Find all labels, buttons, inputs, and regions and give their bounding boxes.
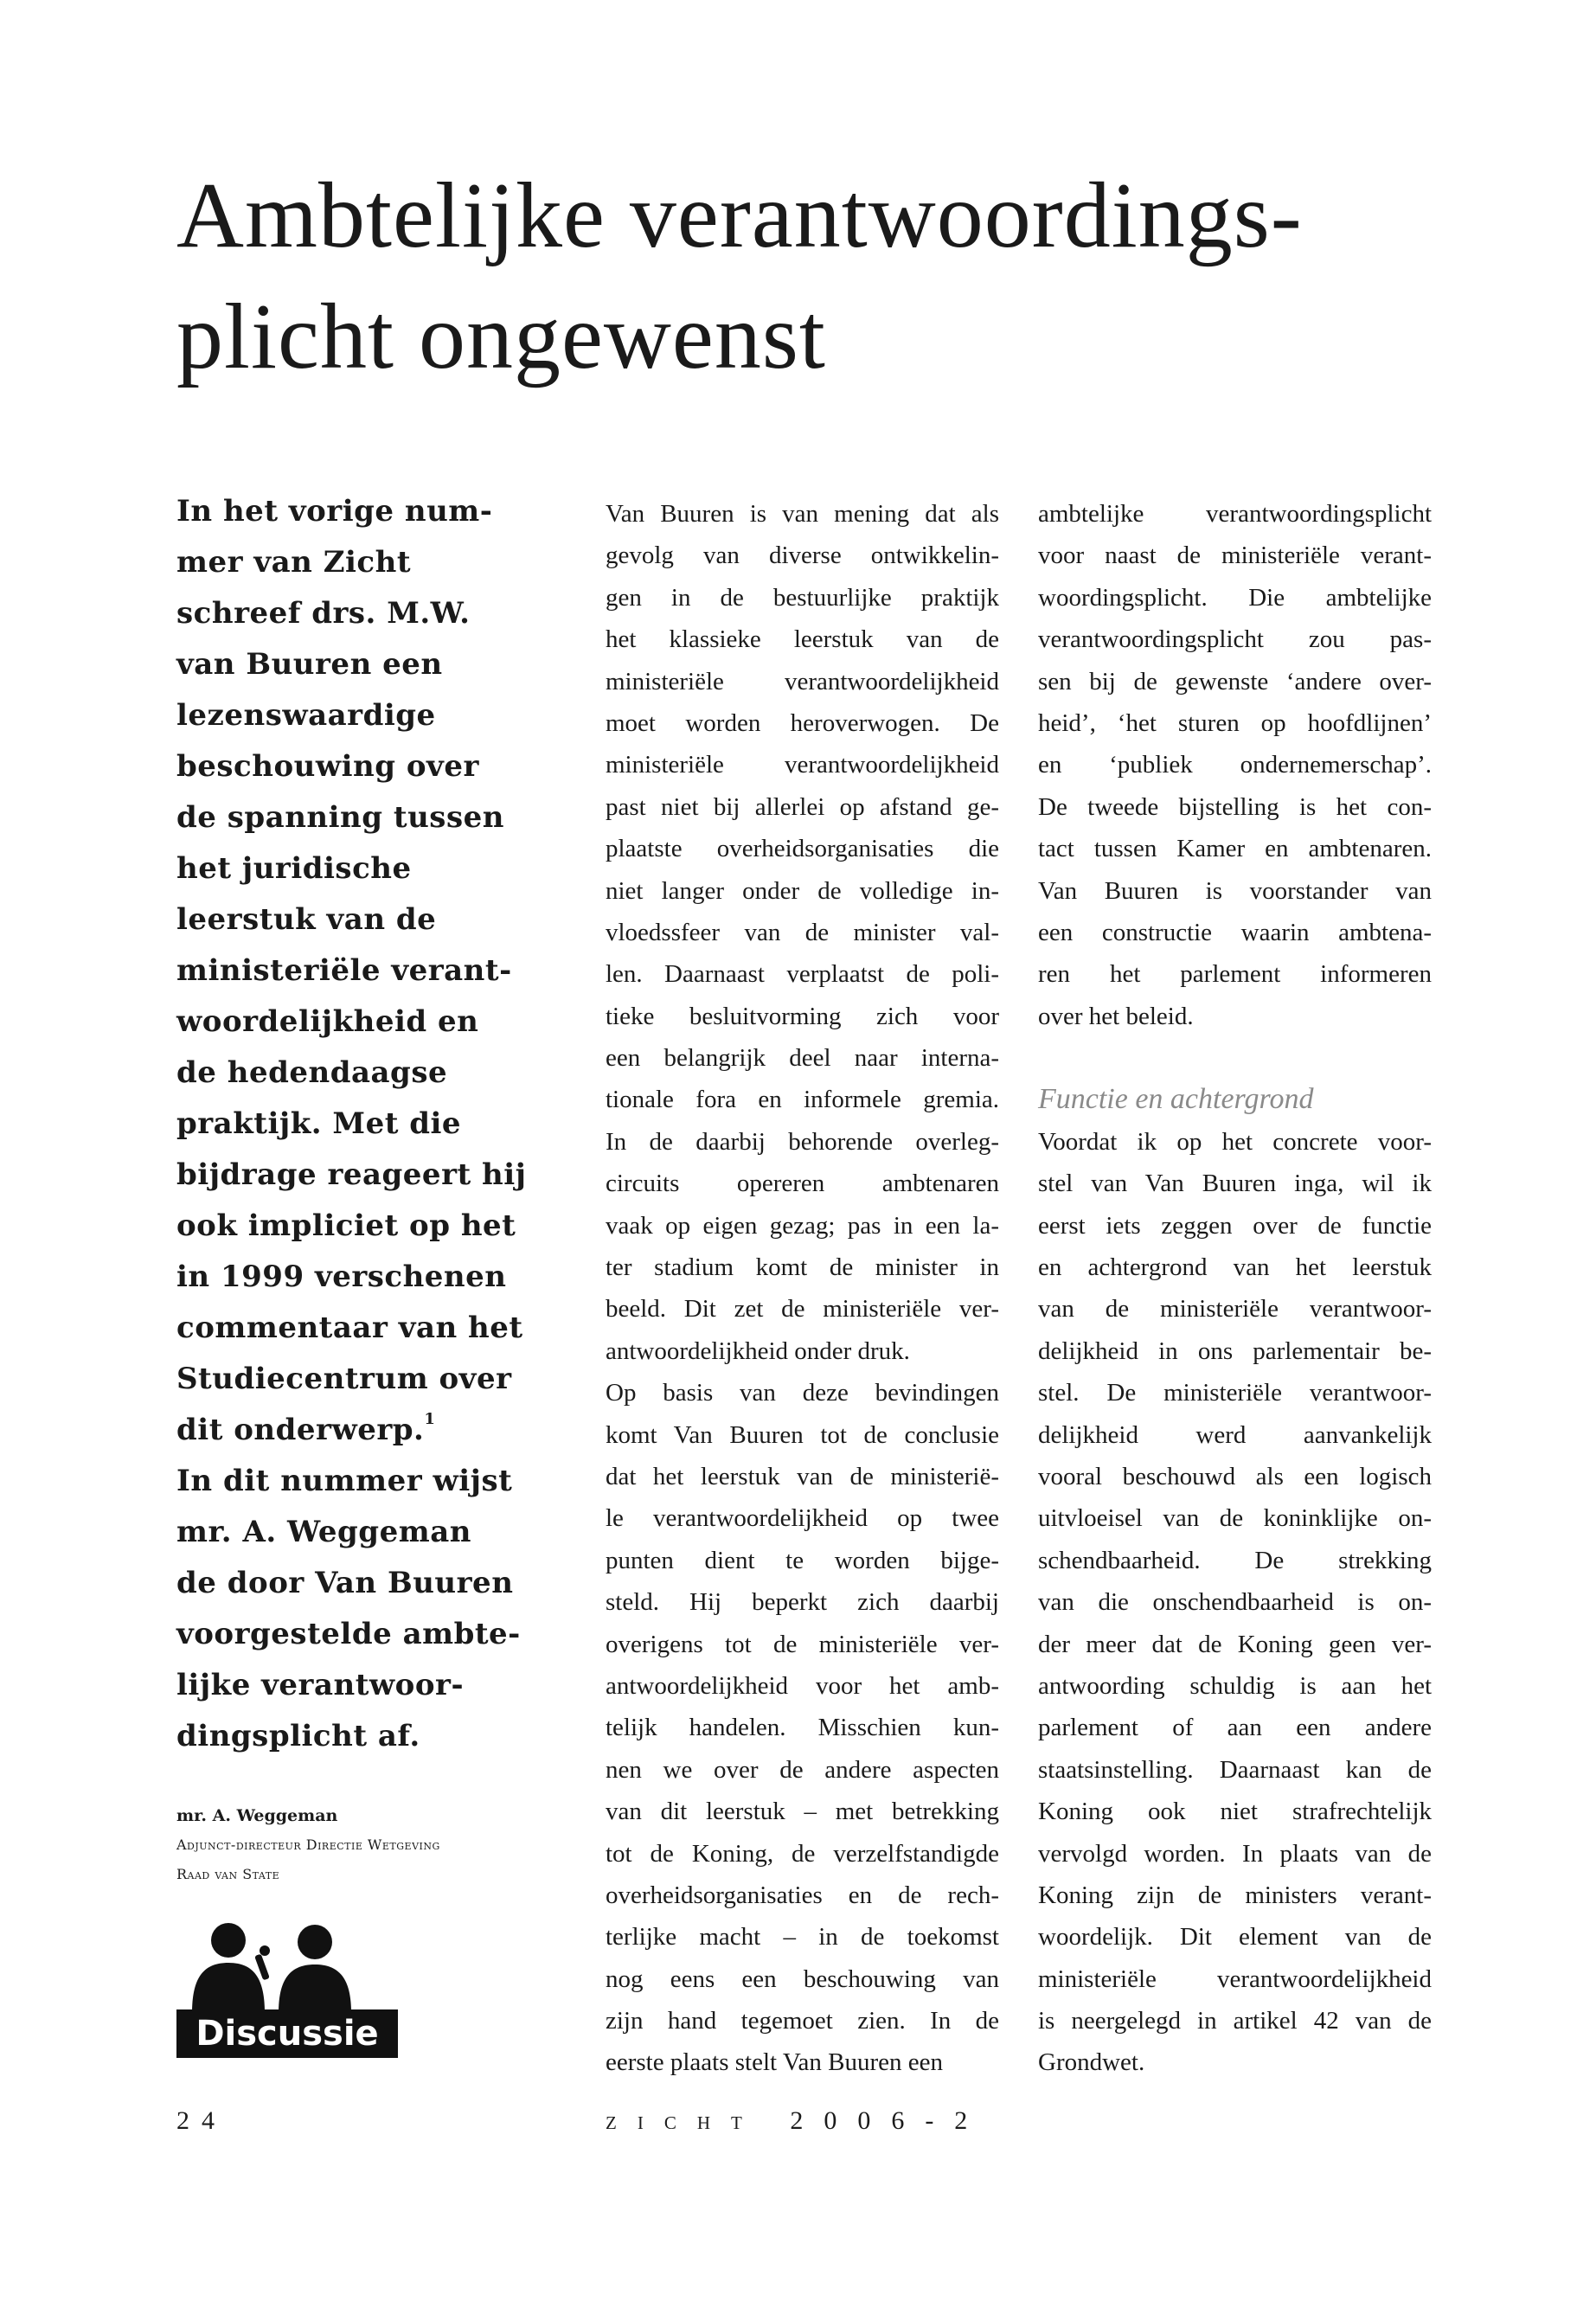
text-line: ministeriële verant- — [176, 953, 512, 988]
text-line: eerst iets zeggen over de functie — [1038, 1211, 1432, 1240]
text-line: dingsplicht af. — [176, 1719, 420, 1753]
text-line: delijkheid werd aanvankelijk — [1038, 1420, 1432, 1449]
text-line: De tweede bijstelling is het con- — [1038, 792, 1432, 821]
journal-footer: zicht 2006-2 — [606, 2106, 989, 2135]
text-line: en ‘publiek ondernemerschap’. — [1038, 751, 1432, 779]
text-line: van dit leerstuk – met betrekking — [606, 1798, 999, 1826]
text-line: Van Buuren is van mening dat als — [606, 500, 999, 528]
body-column-2 — [606, 493, 999, 2084]
text-line: schreef drs. M.W. — [176, 596, 471, 631]
text-line: ter stadium komt de minister in — [606, 1253, 999, 1282]
text-line: tot de Koning, de verzelfstandigde — [606, 1839, 999, 1868]
text-line: ook impliciet op het — [176, 1208, 516, 1243]
discussie-logo — [176, 1916, 398, 2058]
text-line: dit onderwerp.$^1$ — [176, 1410, 436, 1447]
text-line: eerste plaats stelt Van Buuren een — [606, 2048, 944, 2077]
title-line-2: plicht ongewenst — [176, 285, 826, 388]
text-line: dat het leerstuk van de ministeriё- — [606, 1462, 999, 1490]
text-line: ren het parlement informeren — [1038, 960, 1432, 989]
text-line: vervolgd worden. In plaats van de — [1038, 1839, 1432, 1868]
text-line: punten dient te worden bijge- — [606, 1546, 999, 1574]
text-line: tieke besluitvorming zich voor — [606, 1002, 999, 1030]
text-line: ministeriële verantwoordelijkheid — [606, 667, 999, 695]
text-line: ministeriële verantwoordelijkheid — [606, 751, 999, 779]
text-line: beeld. Dit zet de ministeriële ver- — [606, 1295, 999, 1324]
text-line: sen bij de gewenste ‘andere over- — [1038, 667, 1432, 695]
text-line: lijke verantwoor- — [176, 1668, 465, 1702]
text-line: Voordat ik op het concrete voor- — [1038, 1127, 1432, 1156]
two-people-discussion-icon — [176, 1916, 398, 2013]
text-line: Studiecentrum over — [176, 1362, 512, 1396]
text-line: voorgestelde ambte- — [176, 1617, 521, 1651]
text-line: woordingsplicht. Die ambtelijke — [1038, 583, 1432, 612]
text-line: antwoordelijkheid onder druk. — [606, 1336, 910, 1365]
text-line: van Buuren een — [176, 647, 443, 682]
text-line: leerstuk van de — [176, 902, 437, 937]
text-line: der meer dat de Koning geen ver- — [1038, 1630, 1432, 1658]
text-line: Koning zijn de ministers verant- — [1038, 1881, 1432, 1909]
text-line: antwoordelijkheid voor het amb- — [606, 1671, 999, 1700]
text-line: verantwoordingsplicht zou pas- — [1038, 625, 1432, 654]
text-line: de hedendaagse — [176, 1055, 448, 1090]
text-line: In dit nummer wijst — [176, 1464, 513, 1498]
text-line: heid’, ‘het sturen op hoofdlijnen’ — [1038, 708, 1432, 737]
text-line: schendbaarheid. De strekking — [1038, 1546, 1432, 1574]
text-line: gevolg van diverse ontwikkelin- — [606, 542, 999, 570]
text-line: terlijke macht – in de toekomst — [606, 1923, 999, 1952]
text-line: parlement of aan een andere — [1038, 1714, 1432, 1742]
text-line: stel. De ministeriële verantwoor- — [1038, 1379, 1432, 1407]
text-line: Koning ook niet strafrechtelijk — [1038, 1798, 1432, 1826]
text-line: le verantwoordelijkheid op twee — [606, 1504, 999, 1533]
text-line: plaatste overheidsorganisaties die — [606, 835, 999, 863]
footnote-marker[interactable]: 1 — [424, 1410, 436, 1428]
author-block — [176, 1801, 540, 1889]
text-line: moet worden heroverwogen. De — [606, 708, 999, 737]
text-line: bijdrage reageert hij — [176, 1157, 527, 1192]
author-role: Adjunct-directeur Directie Wetgeving — [176, 1836, 440, 1853]
text-line: vooral beschouwd als een logisch — [1038, 1462, 1432, 1490]
title-line-1: Ambtelijke verantwoordings- — [176, 164, 1303, 267]
text-line: het juridische — [176, 851, 412, 886]
text-line: steld. Hij beperkt zich daarbij — [606, 1588, 999, 1617]
text-line: past niet bij allerlei op afstand ge- — [606, 792, 999, 821]
text-line: het klassieke leerstuk van de — [606, 625, 999, 654]
text-line: een belangrijk deel naar interna- — [606, 1044, 999, 1073]
text-line: zijn hand tegemoet zien. In de — [606, 2007, 999, 2035]
text-line: overheidsorganisaties en de rech- — [606, 1881, 999, 1909]
text-line: de door Van Buuren — [176, 1566, 514, 1600]
text-line: len. Daarnaast verplaatst de poli- — [606, 960, 999, 989]
text-line: stel van Van Buuren inga, wil ik — [1038, 1170, 1432, 1198]
text-line: nen we over de andere aspecten — [606, 1755, 999, 1784]
text-line: is neergelegd in artikel 42 van de — [1038, 2007, 1432, 2035]
logo-label: Discussie — [176, 2009, 398, 2058]
text-line: vaak op eigen gezag; pas in een la- — [606, 1211, 999, 1240]
text-line: nog eens een beschouwing van — [606, 1965, 999, 1993]
text-line: van die onschendbaarheid is on- — [1038, 1588, 1432, 1617]
author-affiliation: Raad van State — [176, 1866, 280, 1882]
text-line: overigens tot de ministeriële ver- — [606, 1630, 999, 1658]
text-line: gen in de bestuurlijke praktijk — [606, 583, 999, 612]
text-line: mer van Zicht — [176, 545, 412, 580]
text-line: lezenswaardige — [176, 698, 436, 733]
author-name: mr. A. Weggeman — [176, 1806, 338, 1825]
text-line: Van Buuren is voorstander van — [1038, 876, 1432, 905]
text-line: en achtergrond van het leerstuk — [1038, 1253, 1432, 1282]
text-line: antwoording schuldig is aan het — [1038, 1671, 1432, 1700]
text-line: telijk handelen. Misschien kun- — [606, 1714, 999, 1742]
text-line: ambtelijke verantwoordingsplicht — [1038, 500, 1432, 528]
section-subheading: Functie en achtergrond — [1038, 1083, 1314, 1116]
text-line: in 1999 verschenen — [176, 1259, 507, 1294]
text-line: tact tussen Kamer en ambtenaren. — [1038, 835, 1432, 863]
text-line: voor naast de ministeriële verant- — [1038, 542, 1432, 570]
text-line: vloedssfeer van de minister val- — [606, 918, 999, 946]
text-line: van de ministeriële verantwoor- — [1038, 1295, 1432, 1324]
text-line: circuits opereren ambtenaren — [606, 1170, 999, 1198]
text-line: uitvloeisel van de koninklijke on- — [1038, 1504, 1432, 1533]
text-line: over het beleid. — [1038, 1002, 1194, 1030]
text-line: woordelijkheid en — [176, 1004, 479, 1039]
text-line: niet langer onder de volledige in- — [606, 876, 999, 905]
text-line: tionale fora en informele gremia. — [606, 1086, 999, 1114]
text-line: woordelijk. Dit element van de — [1038, 1923, 1432, 1952]
intro-lead — [176, 486, 540, 1762]
text-line: de spanning tussen — [176, 800, 504, 835]
text-line: ministeriële verantwoordelijkheid — [1038, 1965, 1432, 1993]
page-title — [176, 156, 1474, 398]
text-line: Op basis van deze bevindingen — [606, 1379, 999, 1407]
text-line: commentaar van het — [176, 1311, 523, 1345]
text-line: beschouwing over — [176, 749, 479, 784]
text-line: een constructie waarin ambtena- — [1038, 918, 1432, 946]
text-line: Grondwet. — [1038, 2048, 1145, 2077]
text-line: mr. A. Weggeman — [176, 1515, 471, 1549]
page-number: 24 — [176, 2106, 227, 2135]
body-column-3 — [1038, 493, 1432, 2084]
text-line: praktijk. Met die — [176, 1106, 462, 1141]
text-line: In de daarbij behorende overleg- — [606, 1127, 999, 1156]
text-line: staatsinstelling. Daarnaast kan de — [1038, 1755, 1432, 1784]
text-line: delijkheid in ons parlementair be- — [1038, 1336, 1432, 1365]
text-line: In het vorige num- — [176, 494, 493, 529]
text-line: komt Van Buuren tot de conclusie — [606, 1420, 999, 1449]
